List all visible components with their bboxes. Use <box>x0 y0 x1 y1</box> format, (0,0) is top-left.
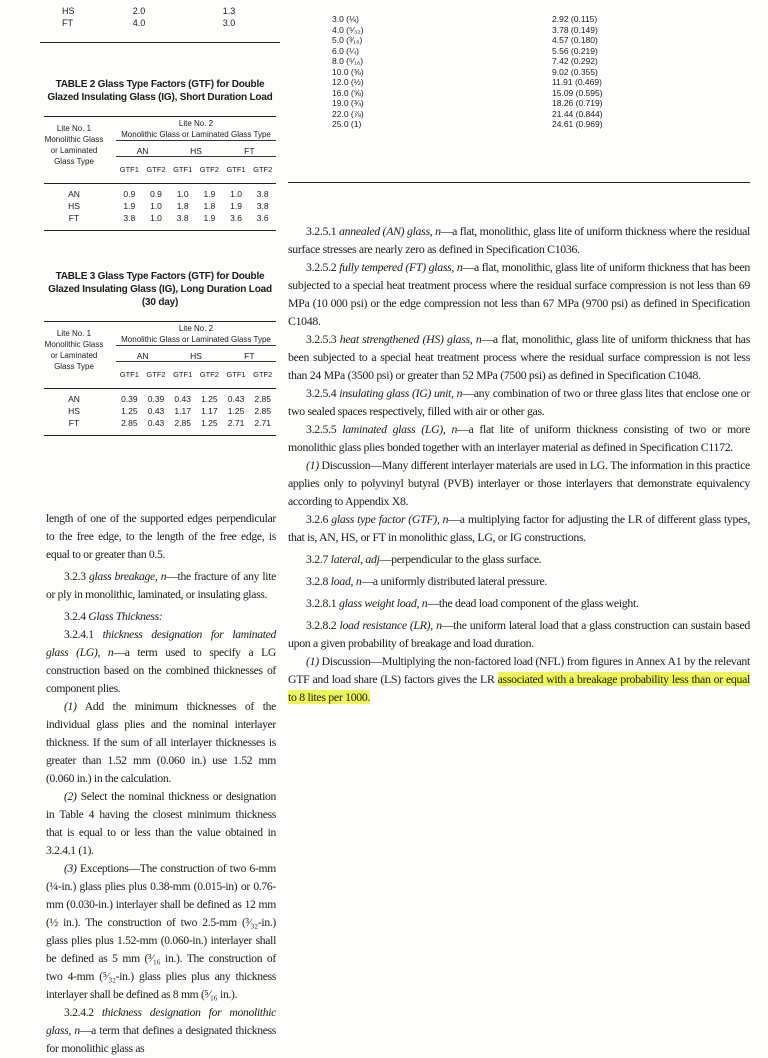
table-row: 3.0 (⅛) 2.92 (0.115) <box>332 14 598 25</box>
table-row: FT 4.0 3.0 <box>62 18 236 28</box>
paragraph: 3.2.4 Glass Thickness: <box>64 610 163 623</box>
right-body-text <box>288 222 750 706</box>
table-row: AN 0.39 0.39 0.43 1.25 0.43 2.85 <box>68 394 271 404</box>
left-body-text <box>46 510 276 1058</box>
paragraph: length of one of the supported edges perpendicular to the free edge, to the length of the free edge, is equal to or greater than 0.5. <box>46 512 276 561</box>
table-3-body <box>44 389 276 436</box>
table-3 <box>44 270 276 436</box>
paragraph: 3.2.5.5 laminated glass (LG), n—a flat lite of uniform thickness consisting of two or more monolithic glass plies bonded together with an interlayer material as defined in Specification C1172. <box>288 422 750 454</box>
paragraph: 3.2.8.2 load resistance (LR), n—the uniform lateral load that a glass construction can sustain based upon a given probability of breakage and load duration. <box>288 618 750 650</box>
carry-over-table <box>40 6 280 30</box>
table-2-header: Lite No. 1 Monolithic Glass or Laminated Glass Type Lite No. 2 Monolithic Glass or Laminated Glass Type AN HS FT GTF1 GTF2 GTF1 GTF2 GTF1 GTF2 <box>44 116 276 184</box>
paragraph: 3.2.4.1 thickness designation for laminated glass (LG), n—a term used to specify a LG construction based on the combined thicknesses of component plies. <box>46 628 276 695</box>
paragraph: 3.2.8 load, n—a uniformly distributed lateral pressure. <box>306 574 548 588</box>
paragraph: 3.2.7 lateral, adj—perpendicular to the glass surface. <box>306 552 542 566</box>
thickness-table <box>298 14 748 130</box>
table-row: FT 2.85 0.43 2.85 1.25 2.71 2.71 <box>68 418 271 428</box>
table-row: FT 3.8 1.0 3.8 1.9 3.6 3.6 <box>68 213 269 223</box>
paragraph: 3.2.6 glass type factor (GTF), n—a multiplying factor for adjusting the LR of different glass types, that is, AN, HS, or FT in monolithic glass, LG, or IG constructions. <box>288 512 750 544</box>
table-row: HS 2.0 1.3 <box>62 6 236 16</box>
paragraph: (1) Add the minimum thicknesses of the individual glass plies and the nominal interlayer thickness. If the sum of all interlayer thicknesses is greater than 1.52 mm (0.060 in.) use 1.52 mm (0.060 in.) in the calculation. <box>46 700 276 785</box>
paragraph: 3.2.5.2 fully tempered (FT) glass, n—a flat, monolithic, glass lite of uniform thickness that has been subjected to a special heat treatment process where the residual surface compression is not less than 69 MPa (10 000 psi) or the edge compression not less than 67 MPa (9700 psi) as defined in Specification C1048. <box>288 260 750 328</box>
paragraph: (3) Exceptions—The construction of two 6-mm (¼-in.) glass plies plus 0.38-mm (0.015-in) or 0.76-mm (0.030-in.) interlayer shall be defined as 12 mm (½ in.). The construction of two 2.5-mm (³⁄₃₂-in.) glass plies plus 1.52-mm (0.060-in.) interlayer shall be defined as 5 mm (³⁄₁₆ in.). The construction of two 4-mm (⁵⁄₃₂-in.) glass plies plus any thickness interlayer shall be defined as 8 mm (⁵⁄₁₆ in.). <box>46 862 276 1001</box>
table-row: HS 1.25 0.43 1.17 1.17 1.25 2.85 <box>68 406 271 416</box>
paragraph: (1) Discussion—Multiplying the non-factored load (NFL) from figures in Annex A1 by the relevant GTF and load share (LS) factors gives the LR associated with a breakage probability less than or equal to 8 lites per 1000. <box>288 654 750 704</box>
table-row: 25.0 (1) 24.61 (0.969) <box>332 119 603 130</box>
table-row: 12.0 (½) 11.91 (0.469) <box>332 77 602 88</box>
table-row: 8.0 (⁵⁄₁₆) 7.42 (0.292) <box>332 56 598 67</box>
paragraph: 3.2.8.1 glass weight load, n—the dead load component of the glass weight. <box>306 596 639 610</box>
paragraph: 3.2.5.3 heat strengthened (HS) glass, n—a flat, monolithic, glass lite of uniform thickness that has been subjected to a special heat treatment process where the residual surface compression is not less than 24 MPa (3500 psi) or greater than 52 MPa (7500 psi) as defined in Specification C1048. <box>288 332 751 382</box>
table-row: 19.0 (¾) 18.26 (0.719) <box>332 98 603 109</box>
table-row: 4.0 (⁵⁄₃₂) 3.78 (0.149) <box>332 24 598 35</box>
paragraph: (2) Select the nominal thickness or designation in Table 4 having the closest minimum thickness that is equal to or less than the value obtained in 3.2.4.1 (1). <box>46 790 276 857</box>
paragraph: 3.2.4.2 thickness designation for monolithic glass, n—a term that defines a designated thickness for monolithic glass as <box>46 1006 276 1055</box>
table-rule <box>288 182 750 183</box>
table-3-header: Lite No. 1 Monolithic Glass or Laminated Glass Type Lite No. 2 Monolithic Glass or Laminated Glass Type AN HS FT GTF1 GTF2 GTF1 GTF2 GTF1 GTF2 <box>44 321 276 389</box>
table-row: 10.0 (⅜) 9.02 (0.355) <box>332 66 598 77</box>
table-2-title: TABLE 2 Glass Type Factors (GTF) for Double Glazed Insulating Glass (IG), Short Duration Load <box>47 79 273 103</box>
table-row: AN 0.9 0.9 1.0 1.9 1.0 3.8 <box>68 189 269 199</box>
highlighted-text: associated with a breakage probability less than or equal to 8 lites per 1000. <box>288 672 750 704</box>
paragraph: 3.2.3 glass breakage, n—the fracture of any lite or ply in monolithic, laminated, or insulating glass. <box>46 570 276 601</box>
table-row: 5.0 (³⁄₁₆) 4.57 (0.180) <box>332 35 598 46</box>
table-row: 6.0 (¼) 5.56 (0.219) <box>332 45 598 56</box>
table-row: HS 1.9 1.0 1.8 1.8 1.9 3.8 <box>68 201 269 211</box>
table-row: 22.0 (⅞) 21.44 (0.844) <box>332 108 603 119</box>
table-2-body <box>44 184 276 231</box>
paragraph: 3.2.5.1 annealed (AN) glass, n—a flat, monolithic, glass lite of uniform thickness where the residual surface stresses are nearly zero as defined in Specification C1036. <box>288 224 750 256</box>
paragraph: 3.2.5.4 insulating glass (IG) unit, n—any combination of two or three glass lites that enclose one or two sealed spaces respectively, filled with air or other gas. <box>288 386 750 418</box>
table-2 <box>44 78 276 231</box>
table-rule <box>40 42 280 43</box>
table-row: 16.0 (⅝) 15.09 (0.595) <box>332 87 603 98</box>
paragraph: (1) Discussion—Many different interlayer materials are used in LG. The information in this practice applies only to polyvinyl butyral (PVB) interlayer or those interlayers that demonstrate equivalency according to Appendix X8. <box>288 458 750 508</box>
table-3-title: TABLE 3 Glass Type Factors (GTF) for Double Glazed Insulating Glass (IG), Long Duration Load (30 day) <box>48 271 272 308</box>
